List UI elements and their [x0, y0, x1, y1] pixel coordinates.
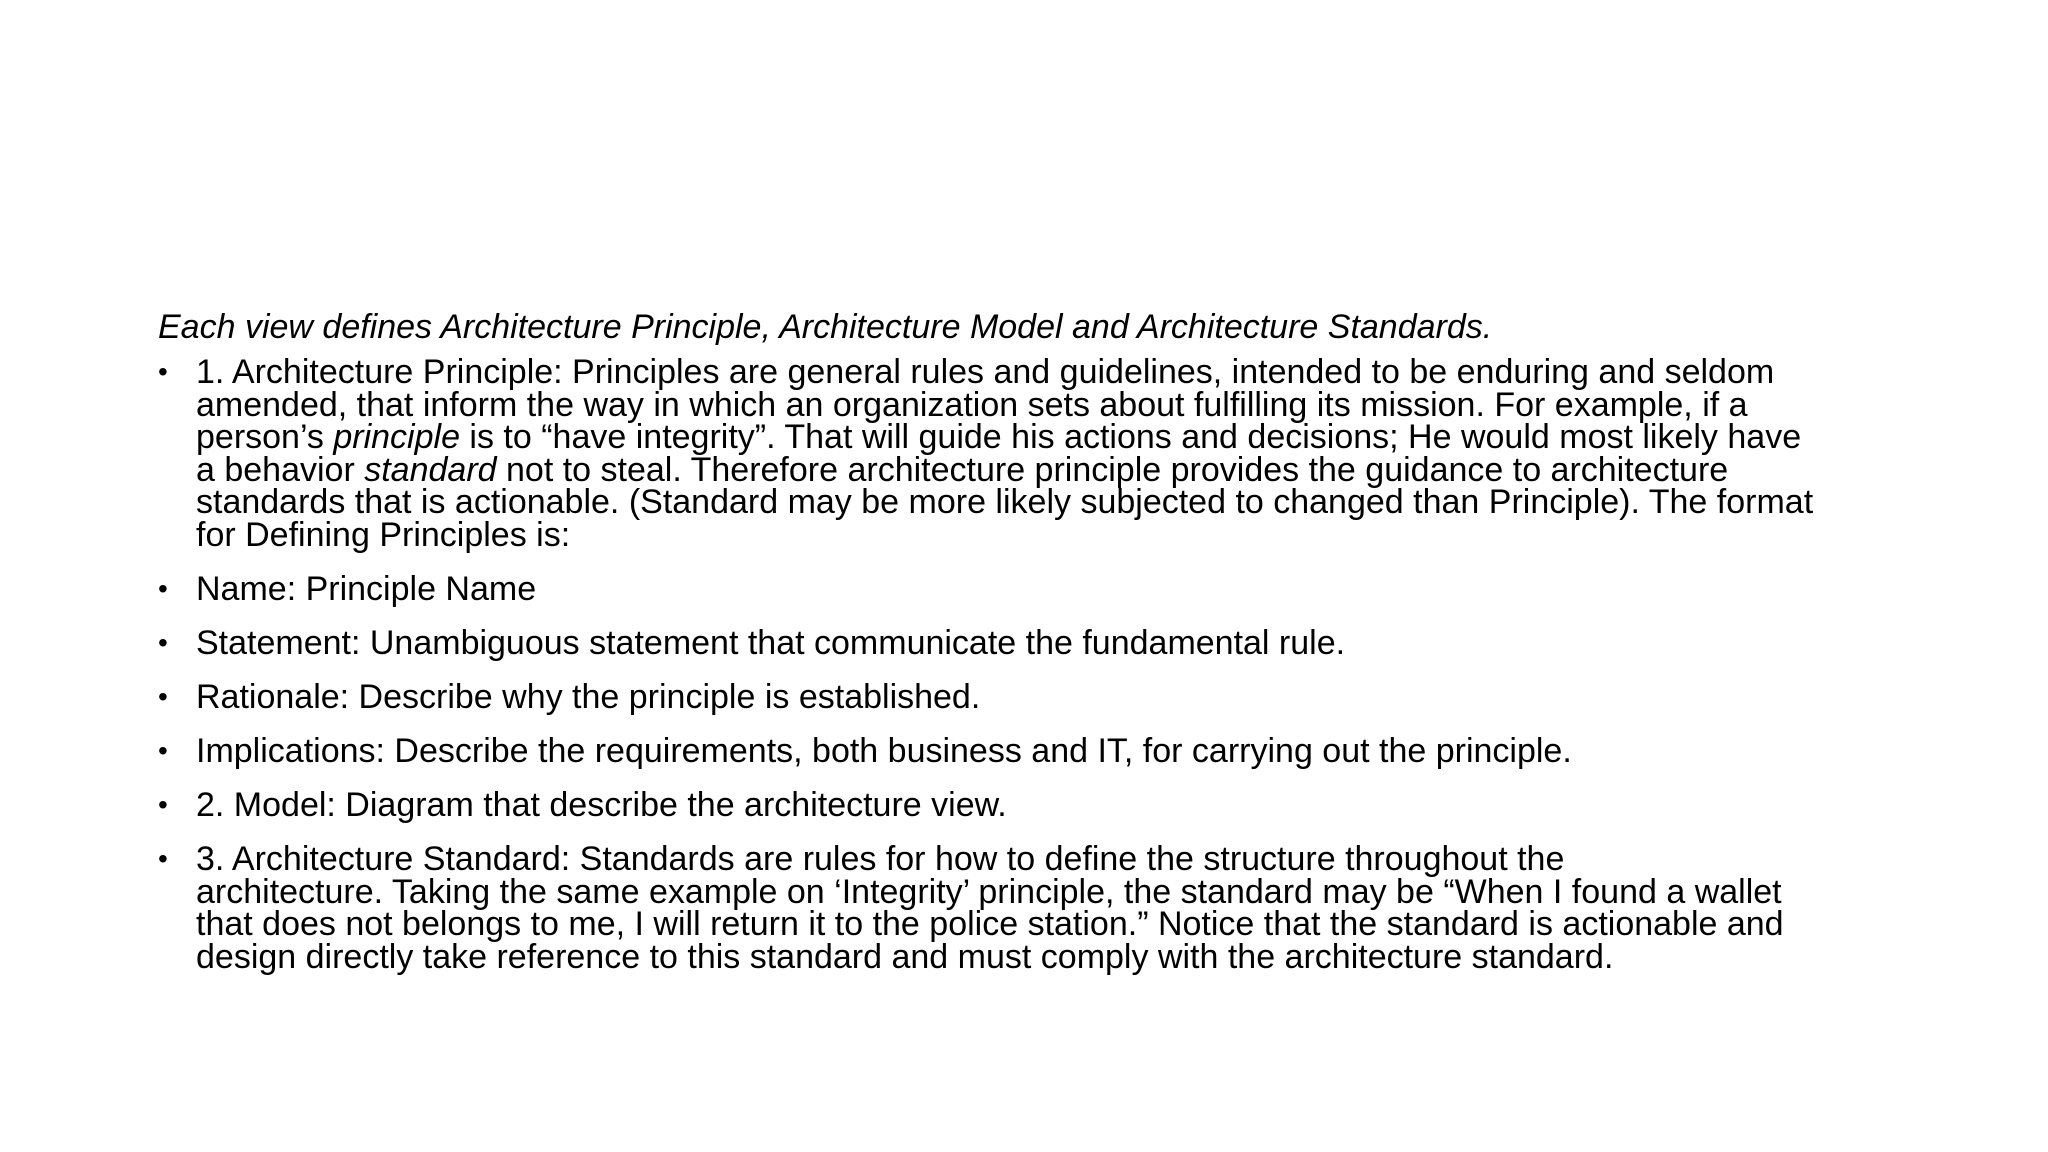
text-segment: 1. Architecture Principle: Principles are general rules and guidelines, intended to be enduring and seldom: [196, 353, 1775, 391]
bullet-text-line: [196, 450, 1958, 489]
bullet-marker: •: [158, 573, 168, 604]
bullet-text-line: [196, 905, 1958, 943]
emphasized-text: standard: [364, 450, 497, 489]
text-segment: not to steal. Therefore architecture principle provides the guidance to architecture: [496, 450, 1729, 489]
bullet-item: [158, 570, 1958, 608]
bullet-item: [158, 678, 1958, 716]
emphasized-text: principle: [333, 418, 460, 456]
bullet-text-line: [196, 515, 1958, 554]
text-segment: design directly take reference to this standard and must comply with the architecture standard.: [196, 937, 1614, 976]
bullet-text-line: [196, 840, 1958, 878]
bullet-text-line: [196, 937, 1958, 976]
text-segment: 2. Model: Diagram that describe the architecture view.: [196, 786, 1007, 824]
text-segment: is to “have integrity”. That will guide his actions and decisions; He would most likely have: [459, 418, 1802, 456]
slide-body: [158, 306, 1958, 995]
text-segment: amended, that inform the way in which an organization sets about fulfilling its mission. For example, if a: [196, 385, 1748, 424]
bullet-marker: •: [158, 789, 168, 820]
bullet-marker: •: [158, 735, 168, 766]
bullet-text-line: [196, 624, 1958, 662]
bullet-list: [158, 353, 1958, 976]
bullet-text-line: [196, 418, 1958, 456]
bullet-text-line: [196, 483, 1958, 521]
bullet-item: [158, 786, 1958, 824]
bullet-text-line: [196, 570, 1958, 608]
text-segment: a behavior: [196, 450, 365, 489]
bullet-text-line: [196, 353, 1958, 391]
text-segment: 3. Architecture Standard: Standards are rules for how to define the structure throughout the: [196, 840, 1565, 878]
bullet-text-line: [196, 385, 1958, 424]
bullet-text-line: [196, 732, 1958, 770]
text-segment: Statement: Unambiguous statement that communicate the fundamental rule.: [196, 624, 1346, 662]
bullet-item: [158, 353, 1958, 554]
bullet-item: [158, 840, 1958, 976]
bullet-text-line: [196, 786, 1958, 824]
bullet-marker: •: [158, 356, 168, 387]
bullet-item: [158, 624, 1958, 662]
text-segment: for Defining Principles is:: [196, 515, 571, 554]
text-segment: that does not belongs to me, I will return it to the police station.” Notice that the standard is actionable and: [196, 905, 1784, 943]
text-segment: architecture. Taking the same example on ‘Integrity’ principle, the standard may be “When I found a wallet: [196, 872, 1782, 911]
text-segment: standards that is actionable. (Standard may be more likely subjected to changed than Principle). The format: [196, 483, 1814, 521]
bullet-text-line: [196, 872, 1958, 911]
bullet-marker: •: [158, 627, 168, 658]
text-segment: Rationale: Describe why the principle is established.: [196, 678, 981, 716]
bullet-text-line: [196, 678, 1958, 716]
text-segment: person’s: [196, 418, 334, 456]
text-segment: Name: Principle Name: [196, 570, 537, 608]
text-segment: Implications: Describe the requirements, both business and IT, for carrying out the principle.: [196, 732, 1572, 770]
bullet-marker: •: [158, 681, 168, 712]
bullet-item: [158, 732, 1958, 770]
intro-text: Each view defines Architecture Principle, Architecture Model and Architecture Standards.: [158, 308, 1493, 346]
bullet-marker: •: [158, 843, 168, 874]
